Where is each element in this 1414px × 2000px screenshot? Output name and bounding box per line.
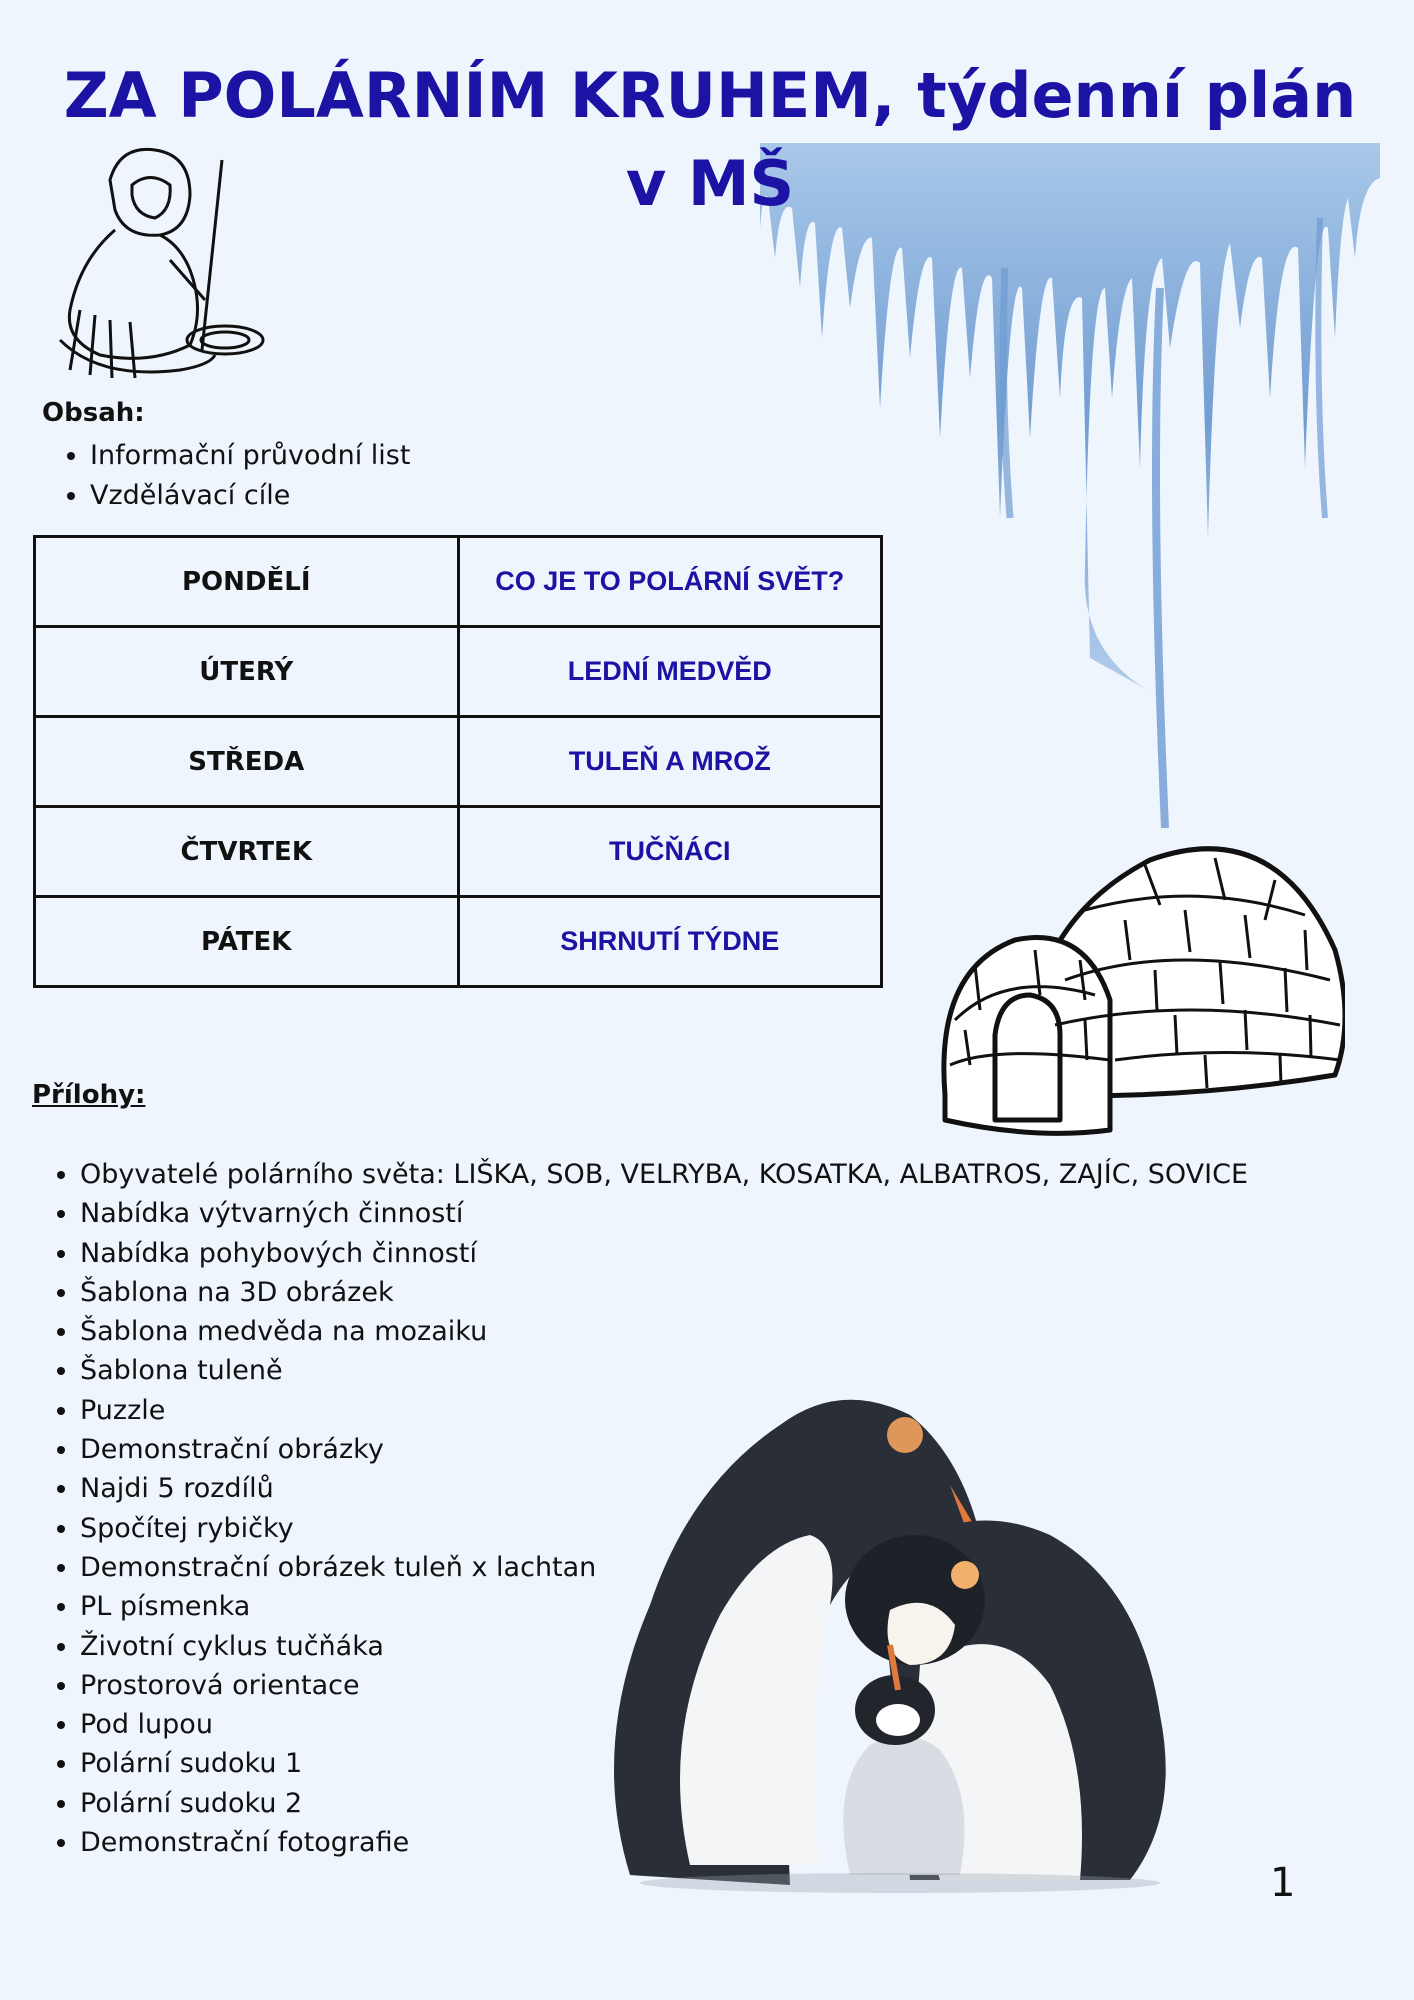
- list-item: • Demonstrační obrázek tuleň x lachtan: [80, 1548, 1280, 1587]
- list-item: • Demonstrační obrázky: [80, 1430, 1280, 1469]
- weekly-schedule-table: [33, 535, 883, 988]
- obsah-list: [42, 436, 410, 516]
- topic-cell: LEDNÍ MEDVĚD: [458, 627, 882, 717]
- topic-cell: TULEŇ A MROŽ: [458, 717, 882, 807]
- table-row: [35, 807, 882, 897]
- day-cell: ČTVRTEK: [35, 807, 459, 897]
- list-item: • Polární sudoku 2: [80, 1784, 1280, 1823]
- list-item: • Šablona na 3D obrázek: [80, 1273, 1280, 1312]
- eskimo-fishing-illustration: [40, 140, 270, 380]
- list-item: • Spočítej rybičky: [80, 1509, 1280, 1548]
- list-item: • Šablona medvěda na mozaiku: [80, 1312, 1280, 1351]
- day-cell: ÚTERÝ: [35, 627, 459, 717]
- list-item: • Vzdělávací cíle: [90, 476, 410, 516]
- prilohy-heading: Přílohy:: [32, 1080, 146, 1110]
- list-item: • Puzzle: [80, 1391, 1280, 1430]
- list-item: • Informační průvodní list: [90, 436, 410, 476]
- list-item: • Nabídka výtvarných činností: [80, 1194, 1280, 1233]
- list-item: • Demonstrační fotografie: [80, 1823, 1280, 1862]
- penguin-family-illustration: [580, 1365, 1220, 1895]
- topic-cell: CO JE TO POLÁRNÍ SVĚT?: [458, 537, 882, 627]
- list-item: • Obyvatelé polárního světa: LIŠKA, SOB, VELRYBA, KOSATKA, ALBATROS, ZAJÍC, SOVICE: [80, 1155, 1280, 1194]
- table-row: [35, 627, 882, 717]
- table-row: [35, 897, 882, 987]
- list-item: • Šablona tuleně: [80, 1351, 1280, 1390]
- topic-cell: SHRNUTÍ TÝDNE: [458, 897, 882, 987]
- table-row: [35, 717, 882, 807]
- day-cell: PÁTEK: [35, 897, 459, 987]
- day-cell: STŘEDA: [35, 717, 459, 807]
- topic-cell: TUČŇÁCI: [458, 807, 882, 897]
- list-item: • Prostorová orientace: [80, 1666, 1280, 1705]
- table-row: [35, 537, 882, 627]
- list-item: • PL písmenka: [80, 1587, 1280, 1626]
- list-item: • Nabídka pohybových činností: [80, 1234, 1280, 1273]
- list-item: • Životní cyklus tučňáka: [80, 1627, 1280, 1666]
- obsah-heading: Obsah:: [42, 398, 145, 428]
- day-cell: PONDĚLÍ: [35, 537, 459, 627]
- igloo-illustration: [935, 820, 1345, 1150]
- list-item: • Polární sudoku 1: [80, 1744, 1280, 1783]
- list-item: • Najdi 5 rozdílů: [80, 1469, 1280, 1508]
- page-number: 1: [1270, 1860, 1296, 1906]
- page-title: ZA POLÁRNÍM KRUHEM, týdenní plán v MŠ: [63, 59, 1357, 220]
- list-item: • Pod lupou: [80, 1705, 1280, 1744]
